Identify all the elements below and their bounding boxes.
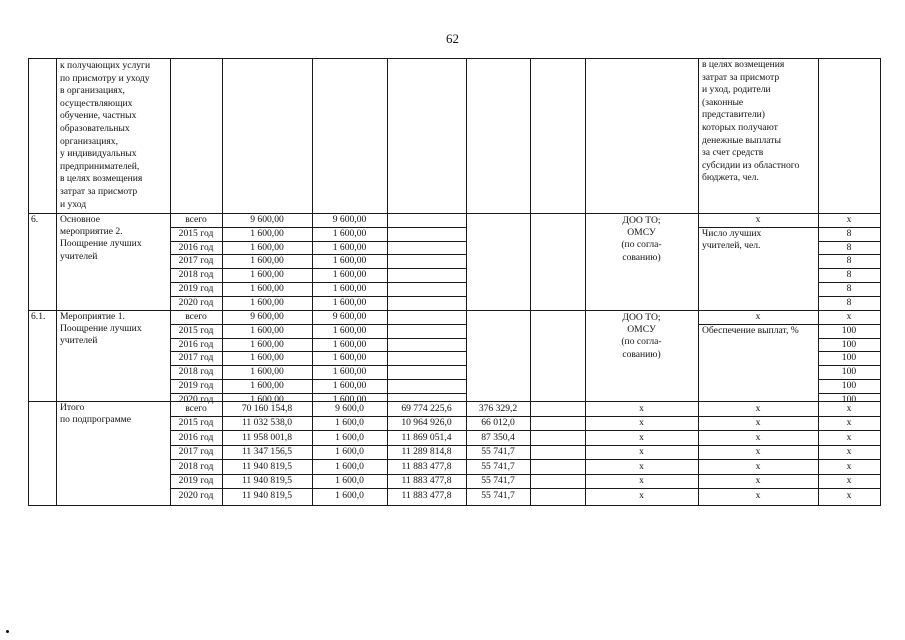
- year-cell: 2015 год: [178, 417, 214, 428]
- federal-cell: 1 600,00: [332, 352, 367, 364]
- executor-x-cell: х: [639, 460, 644, 472]
- executor-line: ДОО ТО;: [622, 312, 661, 323]
- indicator-x-cell: х: [755, 446, 761, 457]
- top-right-text-line: которых получают: [702, 122, 778, 133]
- indicator-line: Число лучших: [702, 227, 762, 239]
- top-right-text-line: субсидии из областного: [702, 159, 800, 171]
- regional-cell: 11 883 477,8: [401, 489, 452, 501]
- measure-name-line: мероприятие 2.: [60, 226, 123, 238]
- federal-cell: 1 600,00: [332, 241, 367, 253]
- indicator-x-cell: х: [755, 475, 761, 486]
- total-cell: 11 940 819,5: [241, 475, 292, 486]
- top-left-text-line: по присмотру и уходу: [60, 72, 150, 84]
- local-cell: 55 741,7: [481, 446, 515, 457]
- top-left-text-line: затрат за присмотр: [60, 186, 138, 197]
- executor-x-cell: х: [639, 446, 644, 457]
- value-cell: 8: [846, 283, 852, 294]
- total-cell: 1 600,00: [250, 366, 284, 378]
- total-cell: 1 600,00: [250, 241, 284, 253]
- executor-line: (по согла-: [621, 336, 662, 348]
- year-cell: 2017 год: [178, 255, 214, 267]
- federal-cell: 1 600,00: [332, 227, 367, 239]
- federal-cell: 1 600,00: [332, 255, 367, 267]
- executor-x-cell: х: [639, 475, 644, 486]
- year-cell: 2015 год: [178, 227, 214, 239]
- row-number: 6.1.: [31, 311, 46, 322]
- executor-x-cell: х: [639, 402, 644, 414]
- top-right-text-line: затрат за присмотр: [702, 71, 780, 83]
- measure-name-line: Поощрение лучших: [60, 238, 142, 250]
- value-cell: х: [846, 475, 852, 486]
- totals-name-line: по подпрограмме: [60, 414, 131, 426]
- value-cell: х: [846, 446, 852, 457]
- top-left-text-line: к получающих услуги: [60, 60, 151, 71]
- local-cell: 55 741,7: [481, 489, 515, 501]
- top-right-text-line: (законные: [702, 96, 744, 108]
- local-cell: 55 741,7: [481, 460, 515, 472]
- year-cell: 2018 год: [178, 460, 214, 472]
- indicator-x-cell: х: [755, 417, 761, 428]
- indicator-x-cell: х: [755, 460, 761, 472]
- value-cell: х: [846, 402, 852, 414]
- year-cell: 2016 год: [178, 241, 214, 253]
- measure-name-line: Поощрение лучших: [60, 323, 142, 335]
- total-cell: 11 347 156,5: [241, 446, 292, 457]
- total-cell: 1 600,00: [250, 269, 284, 281]
- regional-cell: 10 964 926,0: [401, 417, 452, 428]
- total-cell: 11 032 538,0: [241, 417, 292, 428]
- row-number: 6.: [31, 214, 39, 225]
- scan-speck: [6, 630, 9, 633]
- total-cell: 1 600,00: [250, 380, 284, 391]
- federal-cell: 1 600,00: [332, 283, 367, 294]
- executor-line: ОМСУ: [627, 227, 656, 239]
- value-cell: 100: [841, 324, 857, 336]
- regional-cell: 11 883 477,8: [401, 460, 452, 472]
- indicator-x-cell: х: [755, 431, 761, 443]
- regional-cell: 11 869 051,4: [401, 431, 452, 443]
- year-cell: 2019 год: [178, 380, 214, 391]
- top-right-text-line: представители): [702, 109, 766, 121]
- federal-cell: 9 600,00: [332, 214, 367, 225]
- value-cell: 100: [841, 393, 857, 405]
- year-cell: всего: [185, 311, 207, 322]
- federal-cell: 1 600,00: [332, 296, 367, 308]
- total-cell: 11 940 819,5: [241, 460, 292, 472]
- year-cell: 2020 год: [178, 393, 214, 405]
- total-cell: 1 600,00: [250, 283, 284, 294]
- local-cell: 66 012,0: [481, 417, 515, 428]
- year-cell: 2017 год: [178, 446, 214, 457]
- federal-cell: 9 600,00: [332, 311, 367, 322]
- top-right-text-line: за счет средств: [702, 147, 764, 159]
- federal-cell: 1 600,00: [332, 338, 367, 350]
- total-cell: 1 600,00: [250, 338, 284, 350]
- top-right-text-line: в целях возмещения: [702, 59, 785, 70]
- value-cell: 8: [846, 269, 852, 281]
- regional-cell: 69 774 225,6: [401, 402, 452, 414]
- measure-name-line: Мероприятие 1.: [60, 311, 125, 322]
- value-cell: х: [846, 431, 852, 443]
- page-number: 62: [446, 31, 459, 46]
- top-left-text-line: обучение, частных: [60, 110, 137, 122]
- executor-line: сованию): [622, 348, 661, 360]
- measure-name-line: учителей: [60, 335, 98, 347]
- indicator-x-cell: х: [755, 311, 761, 322]
- local-cell: 376 329,2: [478, 402, 518, 414]
- total-cell: 1 600,00: [250, 227, 284, 239]
- total-cell: 1 600,00: [250, 393, 284, 405]
- top-right-text-line: денежные выплаты: [702, 134, 781, 146]
- measure-name-line: Основное: [60, 214, 100, 225]
- total-cell: 1 600,00: [250, 255, 284, 267]
- top-left-text-line: в целях возмещения: [60, 173, 143, 185]
- top-left-text-line: у индивидуальных: [60, 148, 137, 160]
- year-cell: 2019 год: [178, 475, 214, 486]
- total-cell: 1 600,00: [250, 324, 284, 336]
- year-cell: 2015 год: [178, 324, 214, 336]
- year-cell: 2020 год: [178, 489, 214, 501]
- federal-cell: 1 600,0: [335, 417, 364, 428]
- total-cell: 9 600,00: [250, 311, 284, 322]
- total-cell: 11 958 001,8: [241, 431, 292, 443]
- value-cell: 100: [841, 380, 857, 391]
- top-left-text-line: предпринимателей,: [60, 160, 140, 172]
- top-left-text-line: организациях,: [60, 135, 118, 147]
- federal-cell: 1 600,00: [332, 366, 367, 378]
- year-cell: 2018 год: [178, 269, 214, 281]
- local-cell: 87 350,4: [481, 431, 515, 443]
- total-cell: 70 160 154,8: [241, 402, 293, 414]
- local-cell: 55 741,7: [481, 475, 515, 486]
- total-cell: 1 600,00: [250, 296, 284, 308]
- total-cell: 9 600,00: [250, 214, 284, 225]
- top-left-text-line: осуществляющих: [60, 97, 133, 109]
- year-cell: 2016 год: [178, 431, 214, 443]
- federal-cell: 1 600,0: [335, 475, 364, 486]
- executor-line: ОМСУ: [627, 324, 656, 336]
- executor-x-cell: х: [639, 489, 644, 501]
- total-cell: 1 600,00: [250, 352, 284, 364]
- top-right-text-line: и уход, родители: [702, 84, 771, 96]
- measure-name-line: учителей: [60, 250, 98, 262]
- federal-cell: 1 600,00: [332, 380, 367, 391]
- federal-cell: 1 600,0: [335, 431, 364, 443]
- executor-line: ДОО ТО;: [622, 215, 661, 226]
- executor-x-cell: х: [639, 417, 644, 428]
- value-cell: х: [846, 214, 852, 225]
- federal-cell: 1 600,00: [332, 269, 367, 281]
- executor-line: (по согла-: [621, 239, 662, 251]
- year-cell: 2020 год: [178, 296, 214, 308]
- value-cell: 8: [846, 296, 852, 308]
- totals-name-line: Итого: [60, 402, 85, 413]
- year-cell: 2019 год: [178, 283, 214, 294]
- federal-cell: 1 600,0: [335, 460, 364, 472]
- value-cell: 8: [846, 255, 852, 267]
- indicator-line: Обеспечение выплат, %: [702, 324, 799, 336]
- total-cell: 11 940 819,5: [241, 489, 292, 501]
- federal-cell: 1 600,00: [332, 324, 367, 336]
- top-left-text-line: в организациях,: [60, 85, 125, 97]
- indicator-x-cell: х: [755, 214, 761, 225]
- indicator-x-cell: х: [755, 402, 761, 414]
- executor-line: сованию): [622, 251, 661, 263]
- value-cell: 8: [846, 241, 852, 253]
- value-cell: 100: [841, 366, 857, 378]
- value-cell: х: [846, 417, 852, 428]
- value-cell: х: [846, 311, 852, 322]
- top-right-text-line: бюджета, чел.: [702, 172, 759, 184]
- year-cell: всего: [185, 214, 207, 225]
- value-cell: х: [846, 460, 852, 472]
- value-cell: х: [846, 489, 852, 501]
- year-cell: 2017 год: [178, 352, 214, 364]
- top-left-text-line: образовательных: [60, 123, 130, 134]
- indicator-line: учителей, чел.: [702, 240, 761, 251]
- value-cell: 100: [841, 338, 857, 350]
- top-left-text-line: и уход: [60, 198, 87, 210]
- federal-cell: 9 600,0: [335, 402, 364, 414]
- executor-x-cell: х: [639, 431, 644, 443]
- federal-cell: 1 600,00: [332, 393, 367, 405]
- value-cell: 8: [846, 227, 852, 239]
- year-cell: 2016 год: [178, 338, 214, 350]
- year-cell: 2018 год: [178, 366, 214, 378]
- value-cell: 100: [841, 352, 857, 364]
- federal-cell: 1 600,0: [335, 446, 364, 457]
- federal-cell: 1 600,0: [335, 489, 364, 501]
- indicator-x-cell: х: [755, 489, 761, 501]
- year-cell: всего: [185, 402, 207, 414]
- regional-cell: 11 883 477,8: [401, 475, 452, 486]
- regional-cell: 11 289 814,8: [401, 446, 452, 457]
